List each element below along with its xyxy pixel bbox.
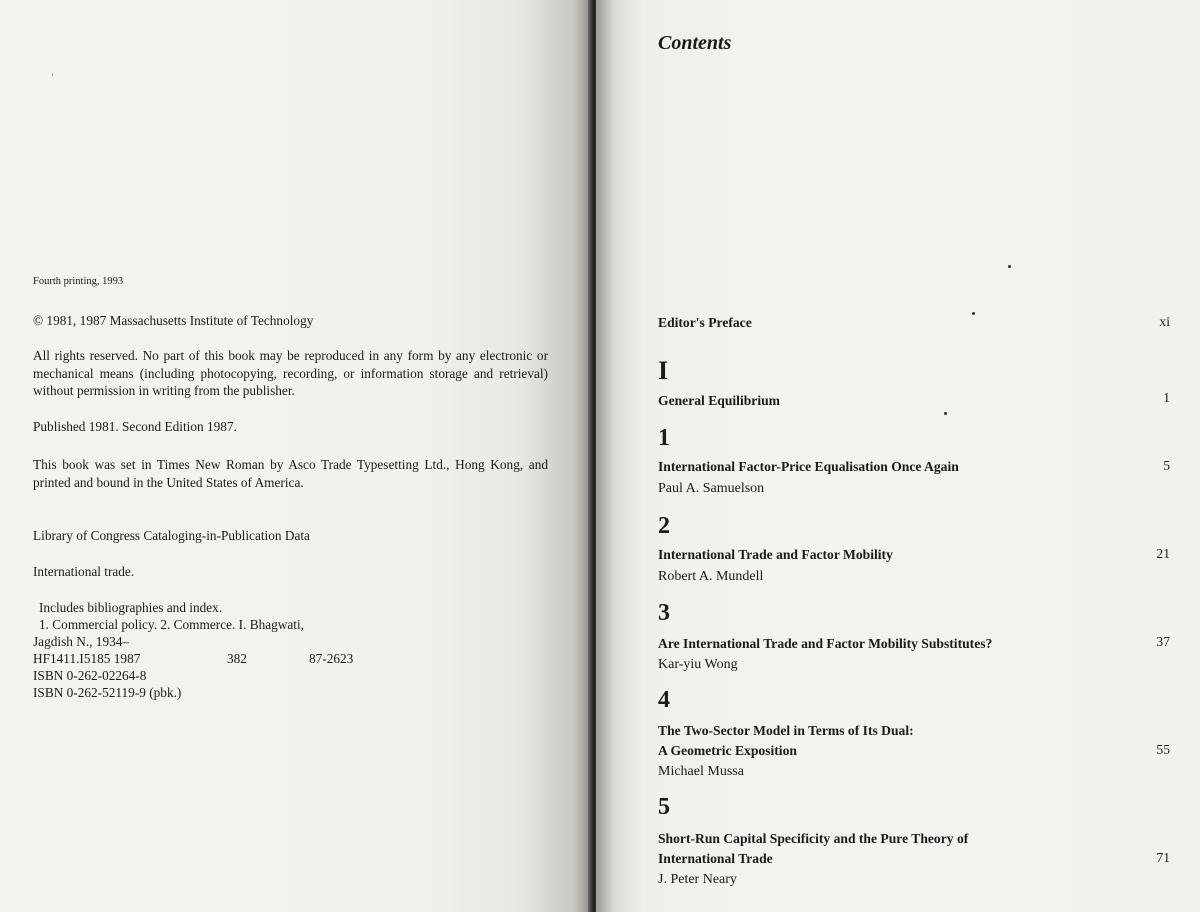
chapter-number: 3: [658, 600, 670, 626]
chapter-title: Short-Run Capital Specificity and the Pure Theory of: [658, 831, 969, 846]
part-page: 1: [1163, 390, 1170, 405]
cip-title: International trade.: [33, 564, 135, 579]
preface-page: xi: [1159, 314, 1170, 329]
chapter-author: Robert A. Mundell: [658, 569, 764, 584]
chapter-number: 5: [658, 794, 670, 820]
cip-line: Jagdish N., 1934–: [33, 634, 130, 649]
cip-block: [33, 599, 433, 701]
left-page-copyright: [0, 0, 592, 912]
cip-classification-row: [33, 650, 433, 667]
chapter-title: Are International Trade and Factor Mobility Substitutes?: [658, 636, 993, 651]
chapter-page: 37: [1156, 634, 1170, 649]
publication-info: Published 1981. Second Edition 1987.: [33, 419, 237, 434]
part-title: General Equilibrium: [658, 393, 780, 408]
right-page-contents: [596, 0, 1200, 912]
chapter-title-line2: International Trade: [658, 851, 773, 866]
contents-heading: Contents: [658, 32, 732, 54]
cip-line: Includes bibliographies and index.: [39, 600, 223, 615]
chapter-page: 71: [1156, 850, 1170, 865]
chapter-title: The Two-Sector Model in Terms of Its Dual:: [658, 723, 914, 738]
page-speck: [944, 412, 947, 415]
rights-statement: All rights reserved. No part of this book may be reproduced in any form by any electronic or mechanical means (including photocopying, recording, or information storage and retrieval) without permission in writing from the publisher.: [33, 348, 548, 398]
chapter-author: J. Peter Neary: [658, 872, 737, 887]
chapter-author: Kar-yiu Wong: [658, 657, 738, 672]
chapter-title: International Factor-Price Equalisation Once Again: [658, 459, 959, 474]
cip-heading: Library of Congress Cataloging-in-Publication Data: [33, 528, 310, 543]
chapter-page: 5: [1163, 458, 1170, 473]
chapter-title: International Trade and Factor Mobility: [658, 547, 893, 562]
isbn-line: ISBN 0-262-52119-9 (pbk.): [33, 685, 182, 700]
isbn-line: ISBN 0-262-02264-8: [33, 668, 147, 683]
chapter-number: 4: [658, 687, 670, 713]
dewey-number: 382: [227, 651, 247, 666]
chapter-author: Paul A. Samuelson: [658, 481, 765, 496]
page-speck: [1008, 265, 1011, 268]
part-number: I: [658, 356, 669, 385]
call-number: HF1411.I5185 1987: [33, 651, 141, 666]
chapter-author: Michael Mussa: [658, 764, 744, 779]
copyright-notice: © 1981, 1987 Massachusetts Institute of Technology: [33, 313, 314, 328]
chapter-page: 55: [1156, 742, 1170, 757]
fourth-printing: Fourth printing, 1993: [33, 276, 124, 287]
lccn: 87-2623: [309, 651, 354, 666]
chapter-number: 2: [658, 513, 670, 539]
chapter-page: 21: [1156, 546, 1170, 561]
chapter-title-line2: A Geometric Exposition: [658, 743, 797, 758]
cip-line: 1. Commercial policy. 2. Commerce. I. Bhagwati,: [39, 617, 305, 632]
typeset-info: This book was set in Times New Roman by Asco Trade Typesetting Ltd., Hong Kong, and printed and bound in the United States of America.: [33, 457, 548, 490]
chapter-number: 1: [658, 425, 670, 451]
preface-title: Editor's Preface: [658, 315, 752, 330]
page-speck: ꞌ: [52, 72, 54, 82]
